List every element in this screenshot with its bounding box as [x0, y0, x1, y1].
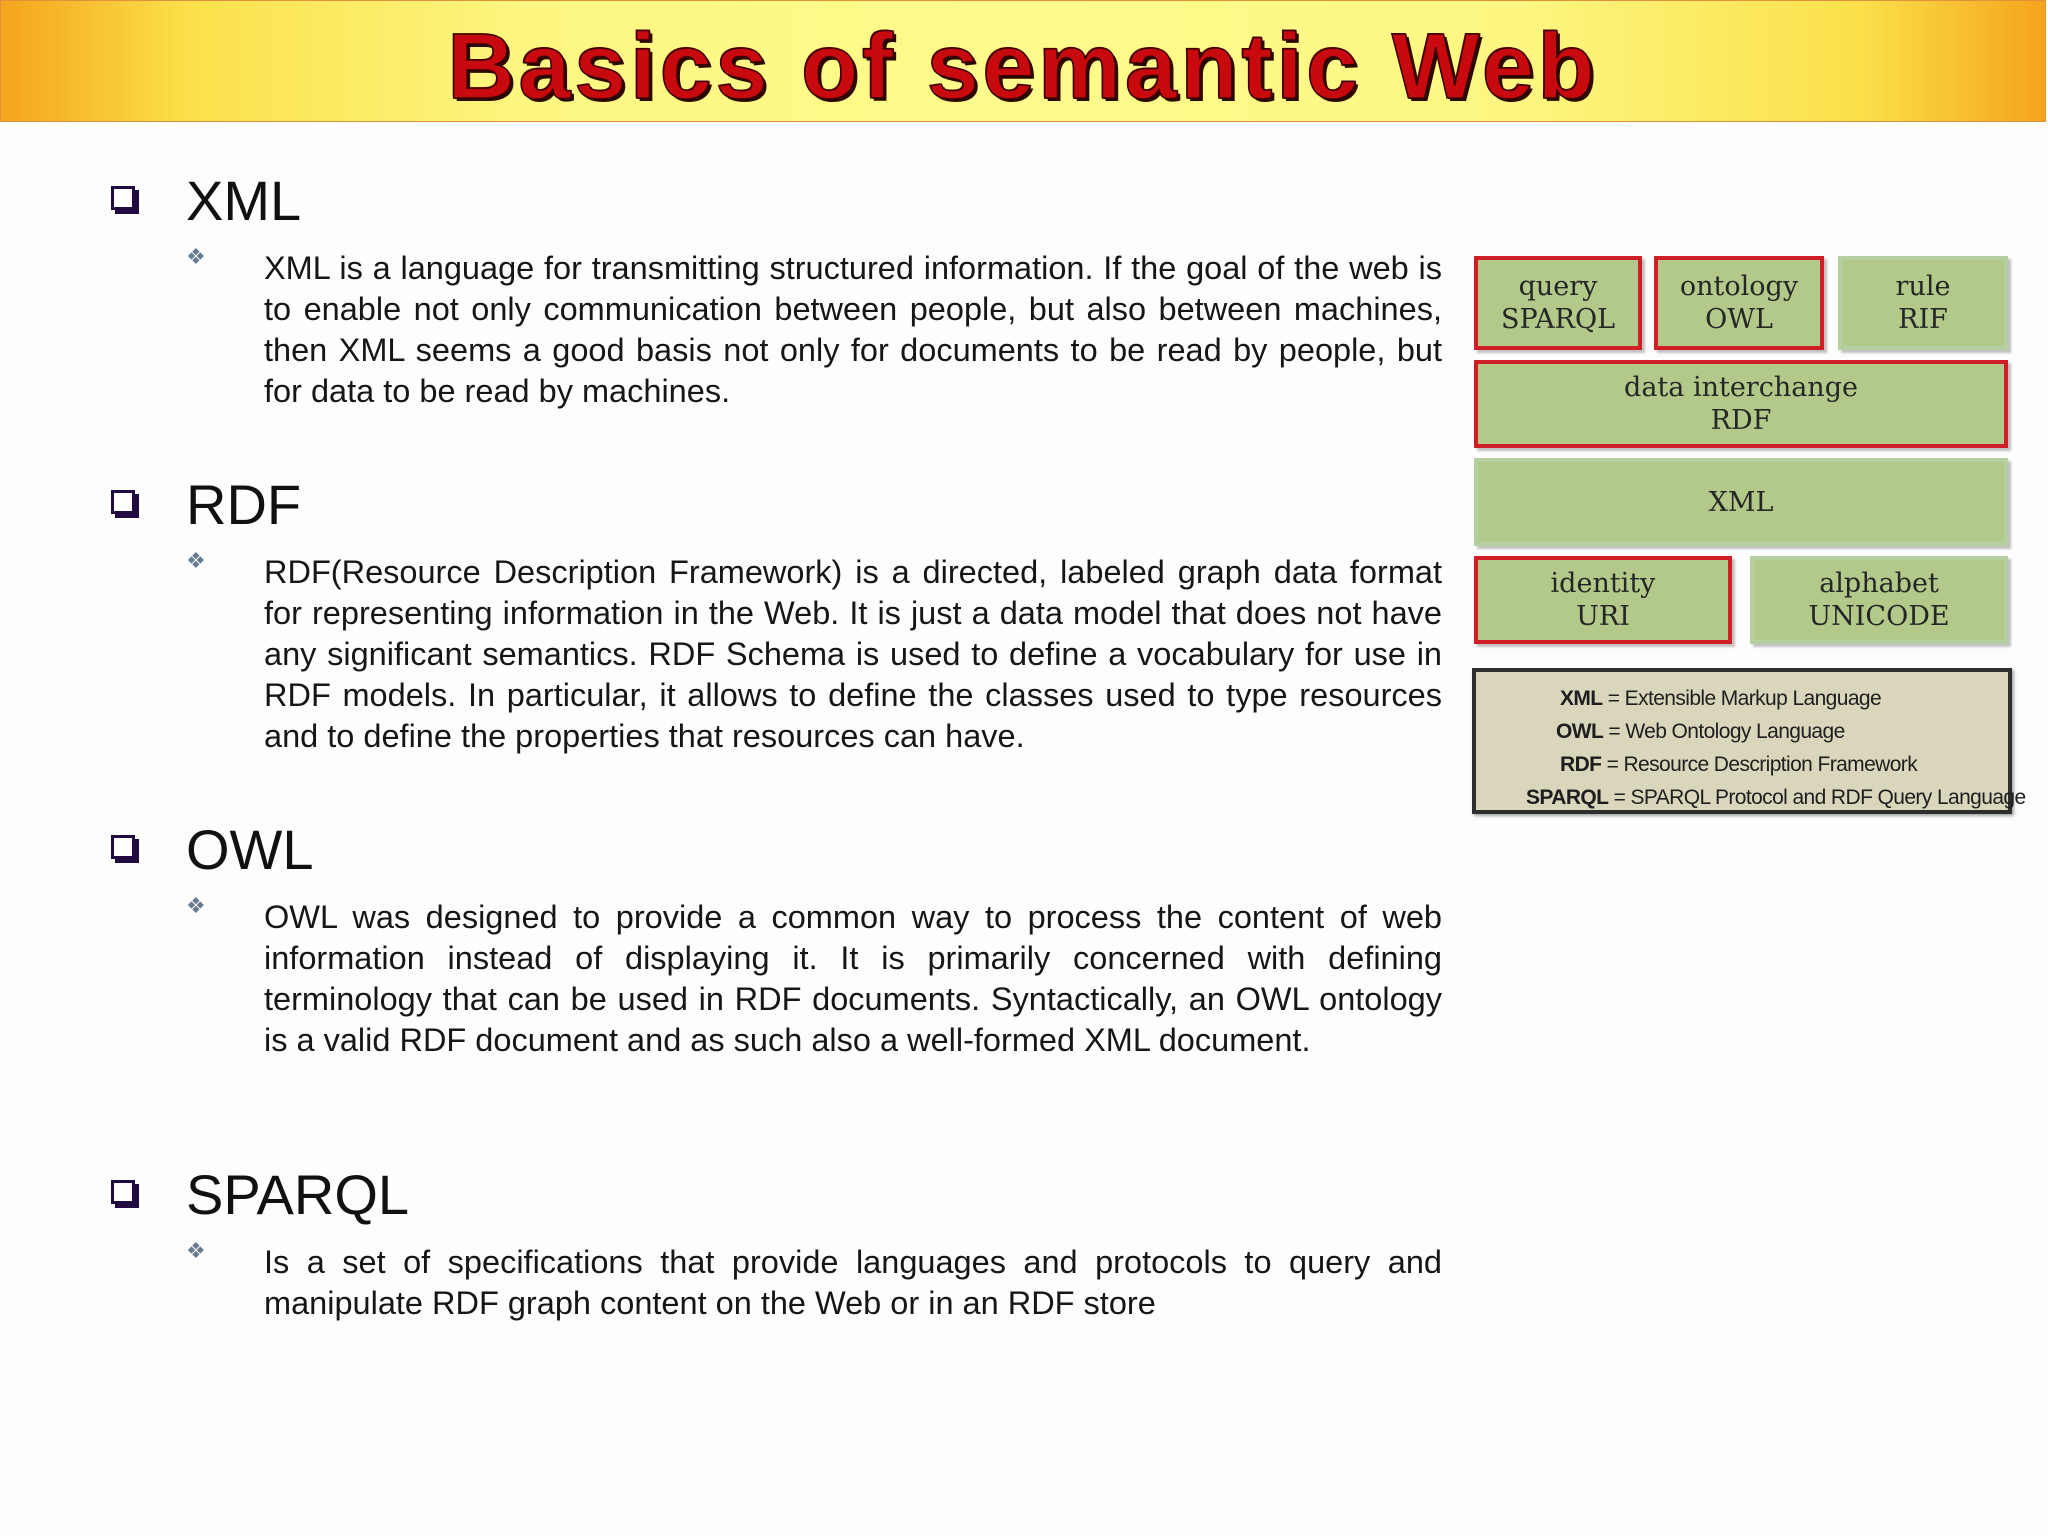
legend-row-xml — [1560, 686, 1881, 712]
section-body: Is a set of specifications that provide languages and protocols to query and manipulate RDF graph content on the Web or in an RDF store — [264, 1244, 1442, 1321]
layer-label: ontology — [1679, 271, 1799, 302]
layer-label: SPARQL — [1500, 304, 1616, 335]
legend-abbr: OWL — [1556, 720, 1604, 743]
section-body: OWL was designed to provide a common way to process the content of web information instead of displaying it. It is primarily concerned with defining terminology that can be used in RDF documents. Syntactically, an OWL ontology is a valid RDF document and as such also a well-formed XML document. — [264, 899, 1442, 1058]
section-heading: RDF — [186, 473, 302, 536]
legend-abbr: SPARQL — [1526, 786, 1609, 809]
legend-text: = Resource Description Framework — [1601, 753, 1918, 776]
layer-label: identity — [1550, 568, 1656, 599]
section-body: XML is a language for transmitting structured information. If the goal of the web is to enable not only communication between people, but also between machines, then XML seems a good basis not only for documents to be read by people, but for data to be read by machines. — [264, 250, 1442, 409]
diamond-bullet-icon: ❖ — [186, 548, 206, 573]
diamond-bullet-icon: ❖ — [186, 893, 206, 918]
section-heading: OWL — [186, 818, 314, 881]
legend-row-sparql — [1526, 785, 2026, 811]
legend-text: = SPARQL Protocol and RDF Query Language — [1608, 786, 2026, 809]
legend-text: = Extensible Markup Language — [1602, 687, 1882, 710]
legend-abbr: XML — [1560, 687, 1603, 710]
layer-alphabet — [1750, 556, 2008, 644]
layer-rule — [1838, 256, 2008, 350]
section-owl — [0, 817, 1460, 1117]
layer-identity — [1474, 556, 1732, 644]
layer-label: rule — [1895, 271, 1951, 302]
layer-label: OWL — [1705, 304, 1773, 335]
layer-label: URI — [1576, 601, 1630, 632]
layer-label: alphabet — [1819, 568, 1939, 599]
layer-label: RDF — [1710, 405, 1772, 436]
layer-label: query — [1518, 271, 1598, 302]
layer-xml — [1474, 458, 2008, 546]
diamond-bullet-icon: ❖ — [186, 244, 206, 269]
layer-label: XML — [1708, 486, 1774, 518]
diamond-bullet-icon: ❖ — [186, 1238, 206, 1263]
slide-title: Basics of semantic Web — [447, 14, 1599, 118]
legend-text: = Web Ontology Language — [1603, 720, 1845, 743]
section-body: RDF(Resource Description Framework) is a directed, labeled graph data format for representing information in the Web. It is just a data model that does not have any significant semantics. RDF Schema is used to define a vocabulary for use in RDF models. In particular, it allows to define the classes used to type resources and to define the properties that resources can have. — [264, 554, 1442, 754]
section-sparql — [0, 1162, 1460, 1362]
layer-data-interchange — [1474, 360, 2008, 448]
section-rdf — [0, 472, 1460, 772]
square-bullet-icon — [111, 490, 135, 514]
section-xml — [0, 168, 1460, 408]
layer-label: RIF — [1898, 304, 1948, 335]
section-heading: XML — [186, 169, 302, 232]
square-bullet-icon — [111, 1180, 135, 1204]
layer-label: data interchange — [1624, 372, 1858, 403]
layer-label: UNICODE — [1808, 601, 1950, 632]
square-bullet-icon — [111, 186, 135, 210]
legend-row-owl — [1556, 719, 1845, 745]
section-heading: SPARQL — [186, 1163, 410, 1226]
acronym-legend — [1472, 668, 2026, 814]
title-bar — [0, 0, 2046, 122]
legend-row-rdf — [1560, 752, 1917, 778]
square-bullet-icon — [111, 835, 135, 859]
layer-query — [1474, 256, 1642, 350]
layer-ontology — [1654, 256, 1824, 350]
legend-abbr: RDF — [1560, 753, 1602, 776]
